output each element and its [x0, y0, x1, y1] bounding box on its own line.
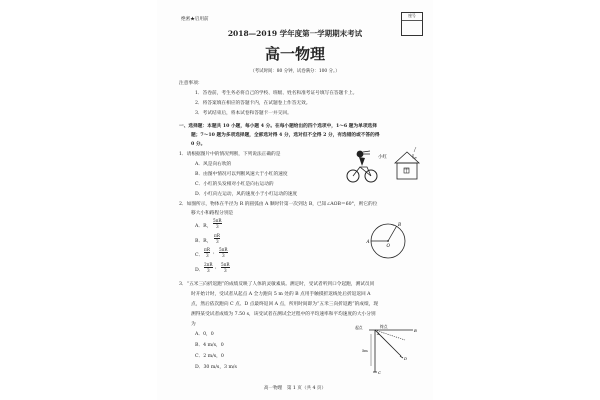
- q2-stem-line1: 2．如图所示，物体在半径为 R 的圆弧由 A 顺时针第一次到达 B，已知∠AOB＝60°，则它的位: [179, 202, 378, 207]
- q1-option-d: D．小红向左运动，风的速度小于小红运动的速度: [195, 192, 298, 197]
- q2-option-c-den2: 3: [222, 253, 225, 258]
- q2-option-b-label: B．R，: [195, 239, 212, 244]
- q2-stem-line2: 移大小和路程分别是: [191, 211, 234, 216]
- house-icon: [395, 147, 419, 179]
- figure-label-xiaohong: 小红: [378, 155, 387, 160]
- note-item-1: 1．答卷前，考生务必将自己的学校、班级、姓名和准考证号填写在答题卡上。: [195, 91, 358, 96]
- section1-line1: 一、选择题：本题共 10 小题，每小题 4 分。在每小题给出的四个选项中，1～6 题为单项选择: [179, 124, 377, 129]
- q1-stem: 1．请根据图片中的情况判断，下列说法正确的是: [179, 152, 281, 157]
- q3-option-a: A．0，0: [195, 332, 214, 337]
- note-item-3: 3．考试结束后，将本试卷和答题卡一并交回。: [195, 111, 292, 116]
- subject-title: 高一物理: [264, 45, 325, 63]
- fig-label-a: A: [366, 239, 370, 244]
- q2-option-c-num2: 5πR: [219, 247, 228, 252]
- q2-option-d-num1: 2πR: [204, 262, 213, 267]
- q2-option-d-den1: 3: [207, 268, 210, 273]
- q3-option-d: D．30 m/s，3 m/s: [195, 365, 237, 370]
- fig-label-a: A: [377, 331, 380, 336]
- bicycle-icon: [347, 151, 377, 182]
- q2-option-d-label: D．: [195, 268, 204, 273]
- circle-arc-figure: [365, 218, 411, 264]
- q2-option-c-den1: 3: [206, 253, 209, 258]
- q2-option-c-num1: πR: [204, 247, 210, 252]
- time-info: （考试时间：80 分钟，试卷满分：100 分。）: [250, 69, 340, 74]
- notes-heading: 注意事项：: [179, 81, 203, 86]
- exam-title: 2018—2019 学年度第一学期期末考试: [227, 29, 363, 38]
- q2-option-b-num: πR: [214, 233, 220, 238]
- fig-label-d: D: [404, 356, 408, 361]
- q1-option-b: B．由图中情况可以判断风速大于小红的速度: [195, 172, 288, 177]
- q2-option-c-label: C．: [195, 253, 204, 258]
- fig-label-b: B: [398, 222, 402, 227]
- q1-option-c: C．小红的头发相对小红是向右运动的: [195, 182, 274, 187]
- seat-divider: [402, 20, 422, 21]
- q3-stem-line3: 点，然后依次跑向 C 点、D 点最终返回 A 点，所用时间即为“五米三向折返跑”的成绩，现: [191, 302, 379, 307]
- q3-option-c: C．2 m/s，0: [195, 354, 224, 359]
- q1-option-a: A．风是向右吹的: [195, 162, 232, 167]
- q2-option-a-num: 5πR: [213, 218, 222, 223]
- section1-line3: 0 分。: [191, 142, 206, 147]
- q3-stem-line1: 3．“五米三向折返跑”的成绩反映了人体的灵敏素质。测定时，受试者听到口令起跑，测试员同: [179, 282, 375, 287]
- bicycle-house-figure: [343, 146, 423, 186]
- fig-label-o: O: [386, 243, 390, 248]
- q3-stem-line2: 时开始计时，受试者从起点 A 全力跑向 5 m 处的 B 点用手触摸折返线处后折返返回 A: [191, 292, 371, 297]
- fig-label-finish: 终点: [380, 324, 388, 329]
- q3-stem-line5: 为: [191, 322, 196, 327]
- q2-option-a-den: 3: [216, 224, 219, 229]
- fig-label-start: 起点: [355, 325, 363, 330]
- fig-label-c: C: [378, 370, 381, 375]
- q2-option-d-den2: 3: [224, 268, 227, 273]
- seat-label: 座号: [408, 13, 416, 18]
- exam-page: 绝密★启用前 座号 2018—2019 学年度第一学期期末考试 高一物理 （考试时间：80 分钟，试卷满分：100 分。） 注意事项： 1．答卷前，考生务必将自己的学校、班级、姓名和准考证号填写在答题卡上。 2．将答案填在相应的答题卡内，在试题卷上作答无效。 3．考试结束后，将本试卷和答题卡一并交回。 一、选择题：本题共 10 小题，每小题 4 分。在每小题给出的四个选项中，1～6 题为单项选择 题；7～10 题为多项选择题，全部选对得 4 分，选对但不全得 2 分，有选错的或不答的得 0 分。 1．请根据图片中的情况判断，下列说法正确的是 A．风是向右吹的 B．由图中情况可以判断风速大于小红的速度 C．小红的头发相对小红是向右运动的 D．小红向左运动，风的速度小于小红运动的速度 小红 2．如图所示，物体在半径为 R 的圆弧由 A 顺时针第一次到达 B，已知∠AOB＝60°，则它的位 移大小和路程分别是 A．R， 5πR 3 B．R， πR 3 C． πR 3 ， 5πR 3 D． 2πR 3 ， 5πR 3 A O B 3．“五米三向折返跑”的成绩反映了人体的灵敏素质。测定时，受试者听到口令起跑，测试员同 时开始计时，受试者从起点 A 全力跑向 5 m 处的 B 点用手触摸折返线处后折返返回 A 点，然后依次跑向 C 点、D 点最终返回 A 点，所用时间即为“五米三向折返跑”的成绩，现 测得某受试者成绩为 7.50 s，该受试者在测试全过程中的平均速率和平均速度的大小分别 为 A．0，0 B．4 m/s，0 C．2 m/s，0 D．30 m/s，3 m/s 起点 终点 A B D C 5m 高一物理 第 1 页（共 4 页）: [157, 0, 433, 400]
- q3-stem-line4: 测得某受试者成绩为 7.50 s，该受试者在测试全过程中的平均速率和平均速度的大小分别: [191, 312, 376, 317]
- section1-line2: 题；7～10 题为多项选择题，全部选对得 4 分，选对但不全得 2 分，有选错的或不答的得: [191, 133, 380, 138]
- q2-option-b-den: 3: [216, 239, 219, 244]
- fig-label-b: B: [414, 328, 417, 333]
- q2-option-a-label: A．R，: [195, 224, 212, 229]
- q3-option-b: B．4 m/s，0: [195, 343, 224, 348]
- note-item-2: 2．将答案填在相应的答题卡内，在试题卷上作答无效。: [195, 101, 311, 106]
- fig-label-5m: 5m: [362, 349, 368, 353]
- q2-option-d-num2: 5πR: [221, 262, 230, 267]
- page-footer: 高一物理 第 1 页（共 4 页）: [263, 386, 327, 391]
- shuttle-run-figure: [353, 322, 419, 376]
- secret-label: 绝密★启用前: [181, 17, 209, 22]
